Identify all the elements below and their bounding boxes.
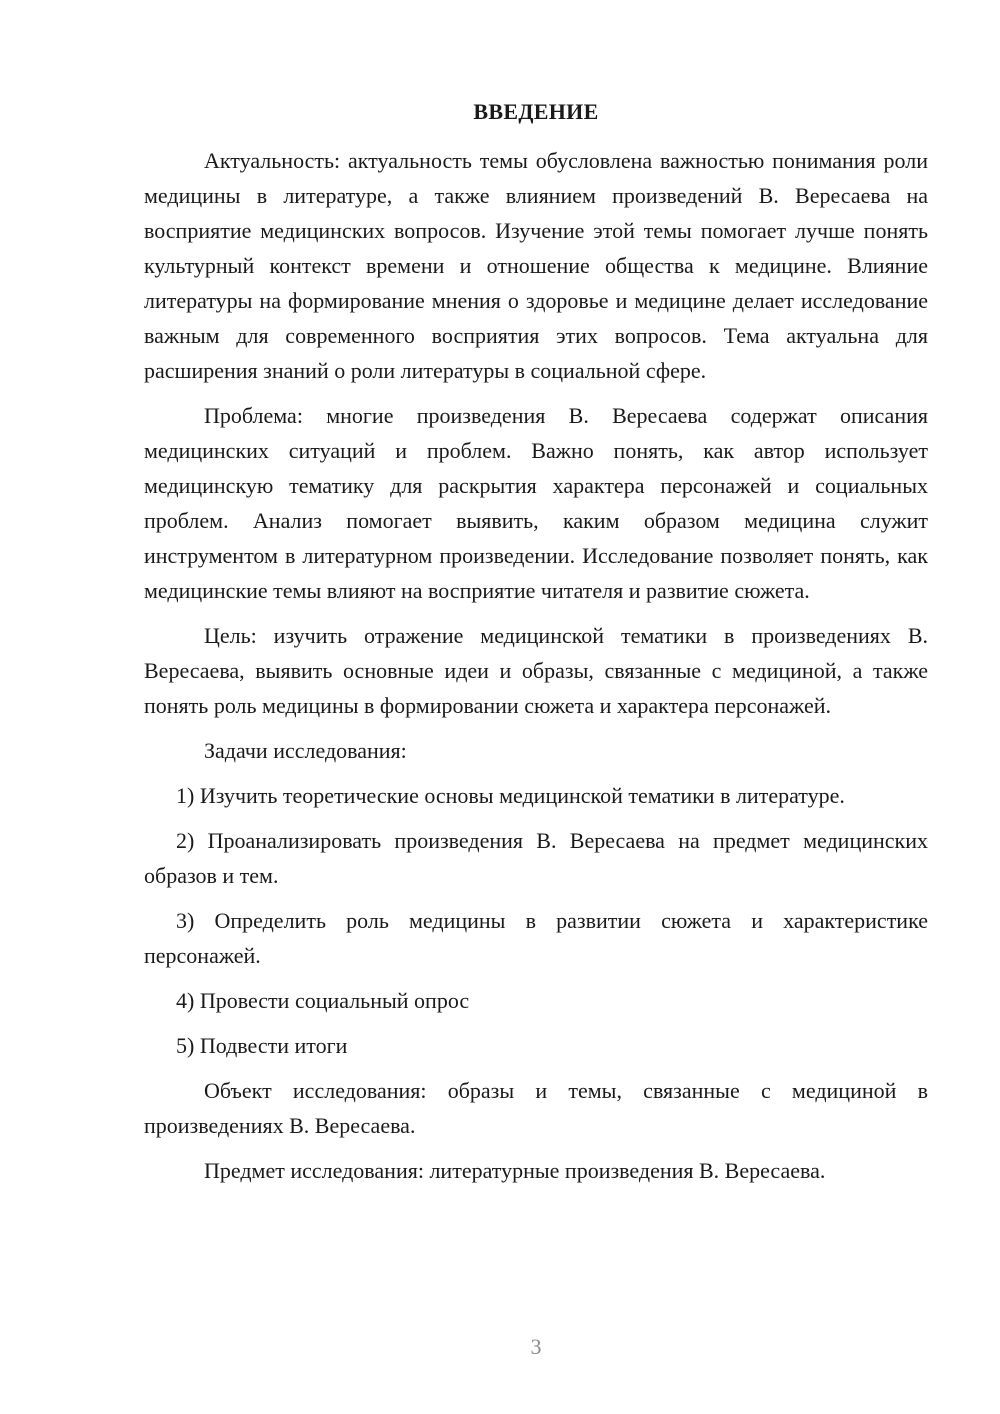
paragraph-goal: Цель: изучить отражение медицинской тематики в произведениях В. Вересаева, выявить основные идеи и образы, связанные с медициной, а также понять роль медицины в формировании сюжета и характера персонажей. bbox=[144, 623, 928, 718]
page-title: ВВЕДЕНИЕ bbox=[473, 99, 599, 124]
page-number: 3 bbox=[530, 1334, 542, 1359]
task-item-5: 5) Подвести итоги bbox=[176, 1033, 348, 1058]
task-item-2: 2) Проанализировать произведения В. Вересаева на предмет медицинских образов и тем. bbox=[144, 828, 928, 888]
paragraph-subject: Предмет исследования: литературные произведения В. Вересаева. bbox=[204, 1158, 826, 1183]
paragraph-tasks-heading: Задачи исследования: bbox=[204, 738, 407, 763]
paragraph-object: Объект исследования: образы и темы, связанные с медициной в произведениях В. Вересаева. bbox=[144, 1078, 928, 1138]
task-item-4: 4) Провести социальный опрос bbox=[176, 988, 470, 1013]
paragraph-problem: Проблема: многие произведения В. Вересаева содержат описания медицинских ситуаций и проблем. Важно понять, как автор использует медицинскую тематику для раскрытия характера персонажей и социальных проблем. Анализ помогает выявить, каким образом медицина служит инструментом в литературном произведении. Исследование позволяет понять, как медицинские темы влияют на восприятие читателя и развитие сюжета. bbox=[144, 403, 928, 603]
task-item-1: 1) Изучить теоретические основы медицинской тематики в литературе. bbox=[176, 783, 845, 808]
paragraph-relevance: Актуальность: актуальность темы обусловлена важностью понимания роли медицины в литературе, а также влиянием произведений В. Вересаева на восприятие медицинских вопросов. Изучение этой темы помогает лучше понять культурный контекст времени и отношение общества к медицине. Влияние литературы на формирование мнения о здоровье и медицине делает исследование важным для современного восприятия этих вопросов. Тема актуальна для расширения знаний о роли литературы в социальной сфере. bbox=[144, 148, 928, 383]
task-item-3: 3) Определить роль медицины в развитии сюжета и характеристике персонажей. bbox=[144, 908, 928, 968]
document-body bbox=[144, 143, 928, 1188]
